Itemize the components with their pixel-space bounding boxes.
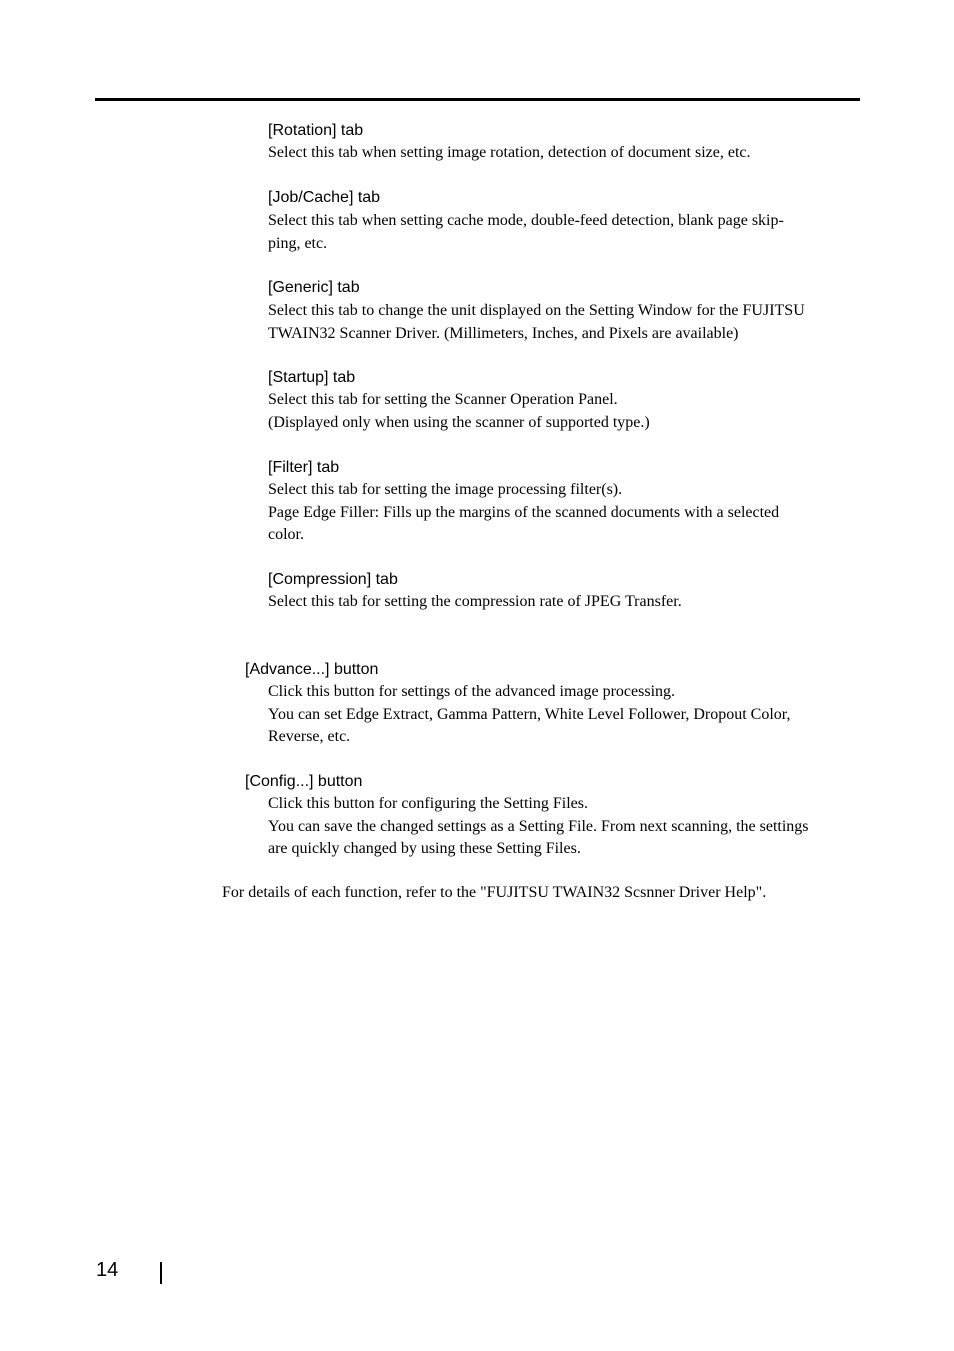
text-line: Page Edge Filler: Fills up the margins of the scanned documents with a selected [268,503,780,521]
text-line: ping, etc. [268,234,328,252]
job-cache-tab-description [268,210,784,255]
text-line: Click this button for configuring the Setting Files. [268,795,588,812]
text-line: Click this button for settings of the advanced image processing. [268,683,676,700]
startup-tab-heading: [Startup] tab [268,369,356,386]
text-line: Select this tab for setting the Scanner Operation Panel. [268,391,618,408]
text-line: Select this tab when setting image rotation, detection of document size, etc. [268,144,751,161]
advance-button-heading: [Advance...] button [245,661,379,678]
rotation-tab-description [268,142,751,165]
text-line: Select this tab to change the unit displayed on the Setting Window for the FUJITSU [268,302,805,319]
compression-tab-heading: [Compression] tab [268,571,398,588]
page-number: 14 [96,1259,119,1281]
text-line: Select this tab when setting cache mode, double-feed detection, blank page skip- [268,212,784,229]
text-line: TWAIN32 Scanner Driver. (Millimeters, Inches, and Pixels are available) [268,324,739,342]
text-line: color. [268,526,304,543]
job-cache-tab-heading: [Job/Cache] tab [268,189,381,206]
generic-tab-heading: [Generic] tab [268,279,360,296]
help-reference-note [222,882,766,905]
filter-tab-heading: [Filter] tab [268,459,340,476]
config-button-heading: [Config...] button [245,773,363,790]
generic-tab-description [268,300,805,345]
advance-button-description [268,681,790,749]
compression-tab-description [268,591,682,614]
page-number-divider [160,1262,162,1284]
text-line: You can set Edge Extract, Gamma Pattern, White Level Follower, Dropout Color, [268,705,791,723]
text-line: Select this tab for setting the image processing filter(s). [268,481,623,498]
config-button-description [268,793,809,861]
text-line: Reverse, etc. [268,728,351,745]
text-line: are quickly changed by using these Setting Files. [268,840,581,857]
text-line: Select this tab for setting the compression rate of JPEG Transfer. [268,593,682,610]
startup-tab-description [268,389,650,434]
rotation-tab-heading: [Rotation] tab [268,122,364,139]
text-line: For details of each function, refer to the "FUJITSU TWAIN32 Scsnner Driver Help". [222,884,767,901]
filter-tab-description [268,479,779,547]
text-line: (Displayed only when using the scanner of supported type.) [268,413,650,431]
text-line: You can save the changed settings as a Setting File. From next scanning, the settings [268,817,809,835]
header-rule [95,98,860,101]
